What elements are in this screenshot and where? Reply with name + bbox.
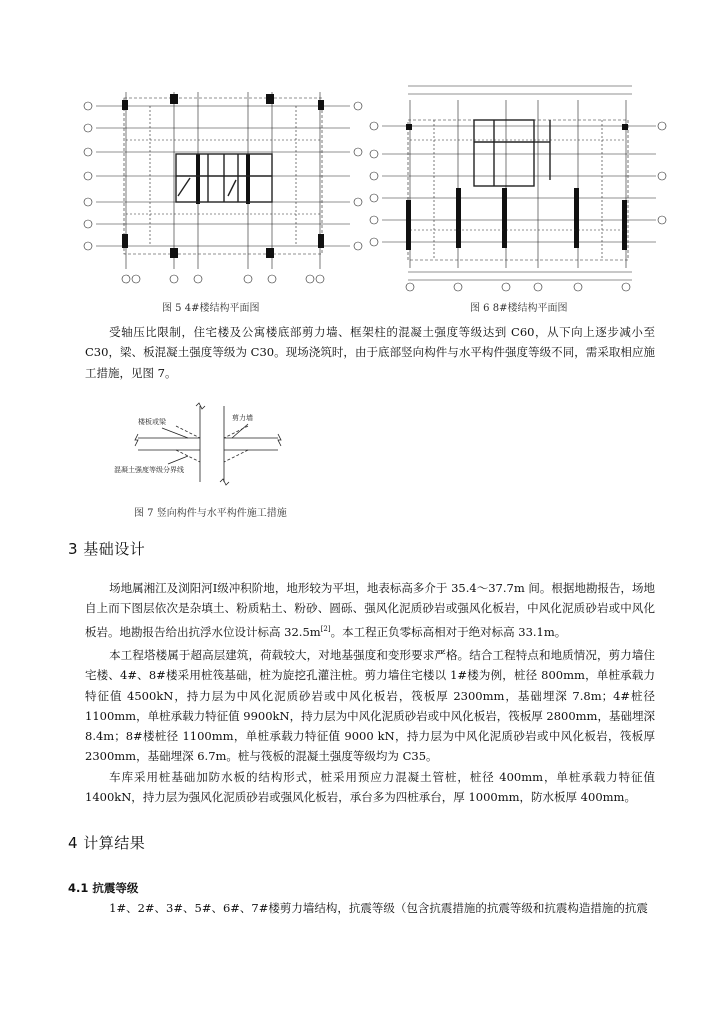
figure-5-structural-plan: [78, 84, 368, 294]
grid-lines: [382, 100, 656, 268]
grid-lines: [96, 92, 350, 269]
fig7-label-shear-wall: 剪力墙: [232, 414, 253, 422]
section-3-heading: 3 基础设计: [68, 540, 146, 558]
figure-7-caption: 图 7 竖向构件与水平构件施工措施: [134, 508, 287, 519]
intro-paragraph: 受轴压比限制，住宅楼及公寓楼底部剪力墙、框架柱的混凝土强度等级达到 C60，从下向上逐步减小至 C30，梁、板混凝土强度等级为 C30。现场浇筑时，由于底部竖向构件与水平构件强度等级不同，需采取相应施工措施，见图 7。: [85, 325, 655, 380]
figure-6-caption: 图 6 8#楼结构平面图: [470, 303, 568, 314]
section-4-1-paragraph: 1#、2#、3#、5#、6#、7#楼剪力墙结构，抗震等级（包含抗震措施的抗震等级和抗震构造措施的抗震: [109, 901, 648, 915]
core-walls: [176, 154, 272, 202]
axis-bubbles: [370, 122, 666, 291]
fig7-label-boundary: 混凝土强度等级分界线: [114, 466, 184, 474]
section-3-paragraph-2: 本工程塔楼属于超高层建筑，荷载较大，对地基强度和变形要求严格。结合工程特点和地质情况，剪力墙住宅楼、4#、8#楼采用桩筏基础，桩为旋挖孔灌注桩。剪力墙住宅楼以 1#楼为例，桩径 800mm，单桩承载力特征值 4500kN，持力层为中风化泥质砂岩或中风化板岩，筏板厚 2300mm，基础埋深 7.8m；4#桩径 1100mm，单桩承载力特征值 9900kN，持力层为中风化泥质砂岩或中风化板岩，筏板厚 2800mm，基础埋深 8.4m；8#楼桩径 1100mm，单桩承载力特征值 9000 kN，持力层为中风化泥质砂岩或中风化板岩，筏板厚 2300mm，基础埋深 6.7m。桩与筏板的混凝土强度等级均为 C35。: [85, 648, 655, 764]
columns: [406, 124, 628, 250]
beams: [410, 120, 626, 260]
section-4-1-heading: 4.1 抗震等级: [68, 881, 139, 895]
figure-7-construction-detail: [108, 402, 298, 486]
citation-ref: [2]: [320, 624, 331, 633]
section-4-heading: 4 计算结果: [68, 834, 146, 852]
section-3-paragraph-1: 场地属湘江及浏阳河Ⅰ级冲积阶地，地形较为平坦，地表标高多介于 35.4～37.7m 间。根据地勘报告，场地自上而下图层依次是杂填土、粉质粘土、粉砂、圆砾、强风化泥质砂岩或强风化板岩，中风化泥质砂岩或中风化板岩。地勘报告给出抗浮水位设计标高 32.5m[2]。本工程正负零标高相对于绝对标高 33.1m。: [85, 581, 655, 639]
fig7-label-slab: 楼板或梁: [138, 418, 166, 426]
section-3-paragraph-3: 车库采用桩基础加防水板的结构形式，桩采用预应力混凝土管桩，桩径 400mm，单桩承载力特征值 1400kN，持力层为强风化泥质砂岩或强风化板岩，承台多为四桩承台，厚 1000mm，防水板厚 400mm。: [85, 770, 655, 805]
figure-5-caption: 图 5 4#楼结构平面图: [162, 303, 260, 314]
figure-6-structural-plan: [368, 80, 668, 294]
